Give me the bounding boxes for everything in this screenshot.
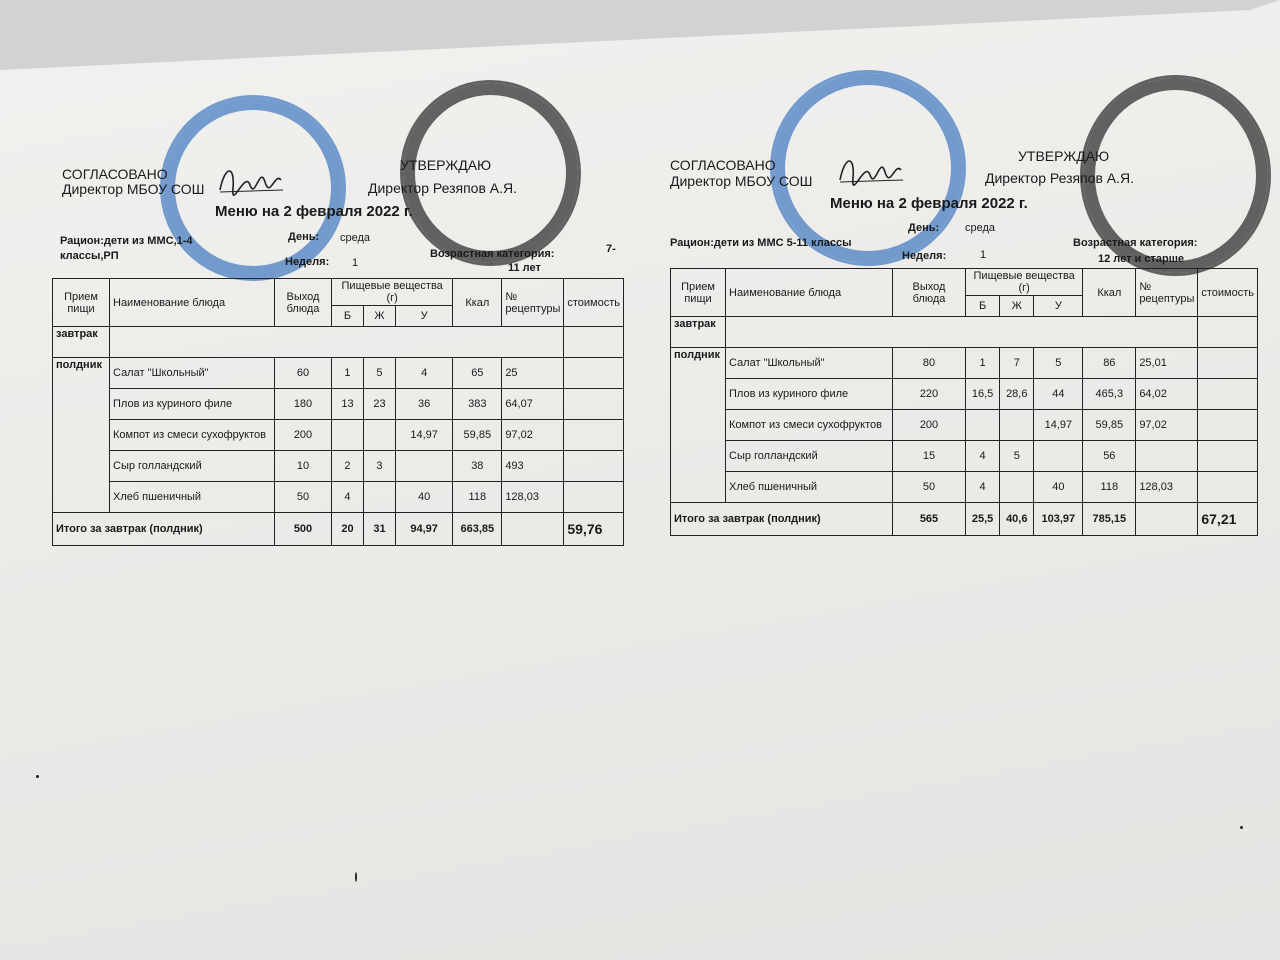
header-u: У (395, 306, 452, 327)
table-row: полдник Салат "Школьный" 60 1 5 4 65 25 (53, 358, 624, 389)
ration-label: Рацион:дети из ММС,1-4 (60, 235, 193, 247)
age-label: Возрастная категория: (430, 248, 555, 260)
dish-name: Компот из смеси сухофруктов (110, 420, 275, 451)
age-value-line2: 11 лет (508, 262, 541, 274)
table-row: Плов из куриного филе 220 16,5 28,6 44 465,3 64,02 (671, 379, 1258, 410)
menu-title: Меню на 2 февраля 2022 г. (215, 203, 413, 220)
table-row: полдник Салат "Школьный" 80 1 7 5 86 25,01 (671, 348, 1258, 379)
week-label: Неделя: (902, 250, 947, 262)
signature-icon (835, 150, 905, 190)
header-recipe: № рецептуры (1136, 269, 1198, 317)
header-u: У (1034, 296, 1083, 317)
header-kcal: Ккал (1083, 269, 1136, 317)
confirm-label: УТВЕРЖДАЮ (400, 157, 492, 173)
week-value: 1 (980, 249, 987, 261)
header-nutrients: Пищевые вещества (г) (966, 269, 1083, 296)
total-label: Итого за завтрак (полдник) (671, 503, 893, 536)
week-label: Неделя: (285, 256, 330, 268)
table-row: Хлеб пшеничный 50 4 40 118 128,03 (671, 472, 1258, 503)
meal-breakfast: завтрак (53, 327, 110, 358)
round-seal-stamp (400, 80, 581, 266)
meal-snack: полдник (671, 348, 726, 503)
dish-name: Хлеб пшеничный (726, 472, 893, 503)
signature-icon (215, 160, 285, 200)
header-cost: стоимость (1198, 269, 1258, 317)
day-label: День: (908, 222, 940, 234)
dish-name: Компот из смеси сухофруктов (726, 410, 893, 441)
table-row: Сыр голландский 10 2 3 38 493 (53, 451, 624, 482)
header-meal: Прием пищи (53, 279, 110, 327)
approved-label: СОГЛАСОВАНО (670, 157, 776, 173)
menu-table (670, 268, 1258, 536)
dish-name: Плов из куриного филе (110, 389, 275, 420)
paper-speck (36, 775, 39, 778)
paper-speck (1240, 826, 1243, 829)
dish-name: Салат "Школьный" (726, 348, 893, 379)
total-row: Итого за завтрак (полдник) 565 25,5 40,6 103,97 785,15 67,21 (671, 503, 1258, 536)
paper-speck (355, 872, 357, 882)
header-kcal: Ккал (453, 279, 502, 327)
age-label: Возрастная категория: (1073, 237, 1198, 249)
day-label: День: (288, 231, 320, 243)
header-b: Б (966, 296, 1000, 317)
header-zh: Ж (363, 306, 395, 327)
header-nutrients: Пищевые вещества (г) (332, 279, 453, 306)
menu-title: Меню на 2 февраля 2022 г. (830, 195, 1028, 212)
table-row: Хлеб пшеничный 50 4 40 118 128,03 (53, 482, 624, 513)
header-yield: Выход блюда (275, 279, 332, 327)
total-label: Итого за завтрак (полдник) (53, 513, 275, 546)
director-name: Директор Резяпов А.Я. (985, 170, 1134, 186)
header-b: Б (332, 306, 364, 327)
header-dish: Наименование блюда (726, 269, 893, 317)
table-row: Сыр голландский 15 4 5 56 (671, 441, 1258, 472)
total-cost: 67,21 (1198, 503, 1258, 536)
meal-breakfast: завтрак (671, 317, 726, 348)
header-cost: стоимость (564, 279, 624, 327)
total-row: Итого за завтрак (полдник) 500 20 31 94,97 663,85 59,76 (53, 513, 624, 546)
day-value: среда (965, 222, 996, 234)
ration-label-line2: классы,РП (60, 250, 119, 262)
director-school: Директор МБОУ СОШ (670, 173, 813, 189)
director-school: Директор МБОУ СОШ (62, 181, 205, 197)
director-name: Директор Резяпов А.Я. (368, 180, 517, 196)
table-row: Плов из куриного филе 180 13 23 36 383 64,07 (53, 389, 624, 420)
meal-snack: полдник (53, 358, 110, 513)
dish-name: Сыр голландский (110, 451, 275, 482)
dish-name: Плов из куриного филе (726, 379, 893, 410)
age-value: 12 лет и старше (1098, 253, 1184, 265)
header-zh: Ж (1000, 296, 1034, 317)
age-value: 7- (606, 243, 616, 255)
dish-name: Хлеб пшеничный (110, 482, 275, 513)
approved-label: СОГЛАСОВАНО (62, 166, 168, 182)
dish-name: Салат "Школьный" (110, 358, 275, 389)
ration-label: Рацион:дети из ММС 5-11 классы (670, 237, 852, 249)
table-row: Компот из смеси сухофруктов 200 14,97 59,85 97,02 (671, 410, 1258, 441)
dish-name: Сыр голландский (726, 441, 893, 472)
day-value: среда (340, 232, 371, 244)
confirm-label: УТВЕРЖДАЮ (1018, 148, 1110, 164)
header-yield: Выход блюда (893, 269, 966, 317)
header-recipe: № рецептуры (502, 279, 564, 327)
menu-table (52, 278, 624, 546)
table-row: Компот из смеси сухофруктов 200 14,97 59,85 97,02 (53, 420, 624, 451)
header-dish: Наименование блюда (110, 279, 275, 327)
week-value: 1 (352, 257, 359, 269)
header-meal: Прием пищи (671, 269, 726, 317)
total-cost: 59,76 (564, 513, 624, 546)
right-menu-sheet (640, 0, 1280, 960)
